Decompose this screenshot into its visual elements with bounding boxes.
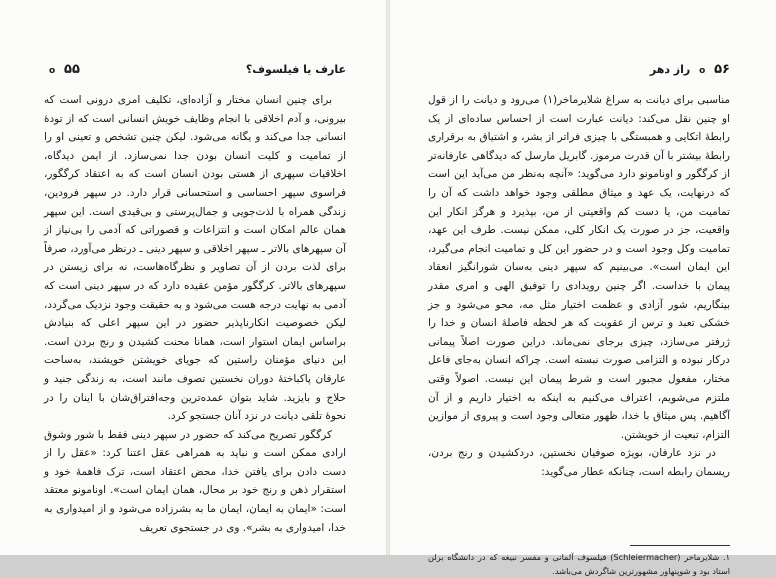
- left-page-number: ۵۵: [64, 62, 80, 77]
- right-paragraph-2: در نزد عارفان، بویژه صوفیان نخستین، دردکشیدن و رنج بردن، ریسمان رابطه است، چنانکه عطار می‌گوید:: [428, 447, 730, 478]
- right-page-number: ۵۶: [714, 62, 730, 77]
- header-dot: o: [699, 66, 706, 76]
- right-page-header: [428, 62, 730, 77]
- left-paragraph-1: برای چنین انسان مختار و آزاده‌ای، تکلیف امری درونی است که بیرونی، و آدم اخلاقی با انجام وظایف خویش انسانی است که از تودهٔ انسانی جدا می‌کند و یگانه می‌شود. لیکن چنین تشخص و تعینی او را از تمامیت و کلیت انسان بودن جدا نمی‌سازد. از ایمن دیدگاه، اخلاقیات سپهری از هستی بودن انسان است که به اعتقاد کرگگور، فراسوی سپهر احساسی و استحسانی قرار دارد. در سپهر فرودین، زندگی همراه با لذت‌جویی و جمال‌پرستی و بی‌قیدی است. این سپهر همان عالم امکان است و انتزاعات و قصوراتی که آدمی را بی‌نیاز از آن سپهرهای بالاتر ـ سپهر اخلاقی و سپهر دینی ـ درنظر می‌آورد، صرفاً برای لذت بردن از آن تصاویر و نظرگاه‌هاست، نه برای زیستن در سپهرهای بالاتر. کرگگور مؤمن عقیده دارد که در سپهر دینی است که آدمی به نهایت درجه هست می‌شود و به حقیقت وجود نزدیک می‌گردد، لیکن خصوصیت انکارناپذیر حضور در این سپهر اعلی که بنیادش براساس ایمان استوار است، همانا محنت کشیدن و رنج بردن است. این دنیای مؤمنان راستین که جویای خویشتن خویشند، به‌ساحت عارفان پاکباختهٔ دوران نخستین تصوف مانند است، به زندگی جنید و حلاج و بایزید. شاید بتوان عمده‌ترین وجه‌افتراق‌شان با اینان را در نحوهٔ تلقی دیانت در نزد آنان جستجو کرد.: [44, 94, 346, 423]
- right-running-title: راز دهر: [649, 63, 691, 76]
- left-paragraph-2: کرگگور تصریح می‌کند که حضور در سپهر دینی فقط با شور وشوق ارادی ممکن است و نباید به همراهی عقل اعتنا کرد: «عقل را از دست دادن برای یافتن خدا، محض اعتقاد است، ترک فاهمهٔ خود و استقرار ذهن و رنج خود بر محال، همان ایمان است». اونامونو معتقد است: «ایمان به ایمان، ایمان ما به بشرزاده می‌شود و از امیدواری به خدا، امیدواری به بشر». وی در جستجوی تعریف: [44, 428, 346, 534]
- left-running-title: عارف یا فیلسوف؟: [245, 63, 346, 76]
- right-page: [390, 0, 776, 577]
- left-page: [0, 0, 386, 555]
- footnote-divider: [630, 545, 730, 546]
- header-dot: o: [49, 66, 56, 76]
- footnote: ۱. شلایرماخر (Schleiermacher) فیلسوف آلمانی و مفسر نبیغه که در دانشگاه برلن استاد بود و شوپنهاور مشهورترین شاگردش می‌باشد.: [428, 552, 730, 577]
- right-paragraph-1: مناسبی برای دیانت به سراغ شلایرماخر(۱) می‌رود و دیانت را از قول او چنین نقل می‌کند: دیانت عبارت است از احساس ساده‌ای از یک رابطهٔ اتکایی و همبستگی با چیزی فراتر از بشر، و اشتیاق به برقراری رابطهٔ بیشتر با آن قدرت مرموز. گابریل مارسل که دیدگاهی عارفانه‌تر از کرگگور و اونامونو دارد می‌گوید: «آنچه به‌نظر من می‌آید این است که درنهایت، یک عهد و میثاق مطلقی وجود خواهد داشت که آن را تمامیت من، یا دست کم واقعیتی از من، بپذیرد و هرگز انکار این واقعیت، جز در صورت یک انکار کلی، ممکن نیست. طرف این عهد، تمامیت وکل وجود است و در حضور این کل و تمامیت انجام می‌گیرد، این ایمان است». می‌بینیم که سپهر دینی به‌سان شورانگیز انعقاد پیمان با خداست. اگر چنین رویدادی را توفیق الهی و امری مقدر بینگاریم، شور آزادی و عظمت اختیار مثل مه، محو می‌شود و جز خشکی تعبد و ترس از عقوبت که هر لحظه فاصلهٔ انسان و خدا را ژرفتر می‌سازد، چیزی برجای نمی‌ماند. دراین صورت اصلاً پیمانی درکار نبوده و التزامی صورت نبسته است. چراکه انسان به‌جای فاعل مختار، مفعول مجبور است و شرط پیمان این نیست. اصولاً وقتی ملتزم می‌شویم، اعتراف می‌کنیم به اینکه به اختیار داریم و از آن آگاهیم. پس میثاق با خدا، ظهور متعالی وجود است و پیروی از موازین التزام، تبعیت از خویشتن.: [428, 94, 730, 441]
- left-page-header: [44, 62, 346, 77]
